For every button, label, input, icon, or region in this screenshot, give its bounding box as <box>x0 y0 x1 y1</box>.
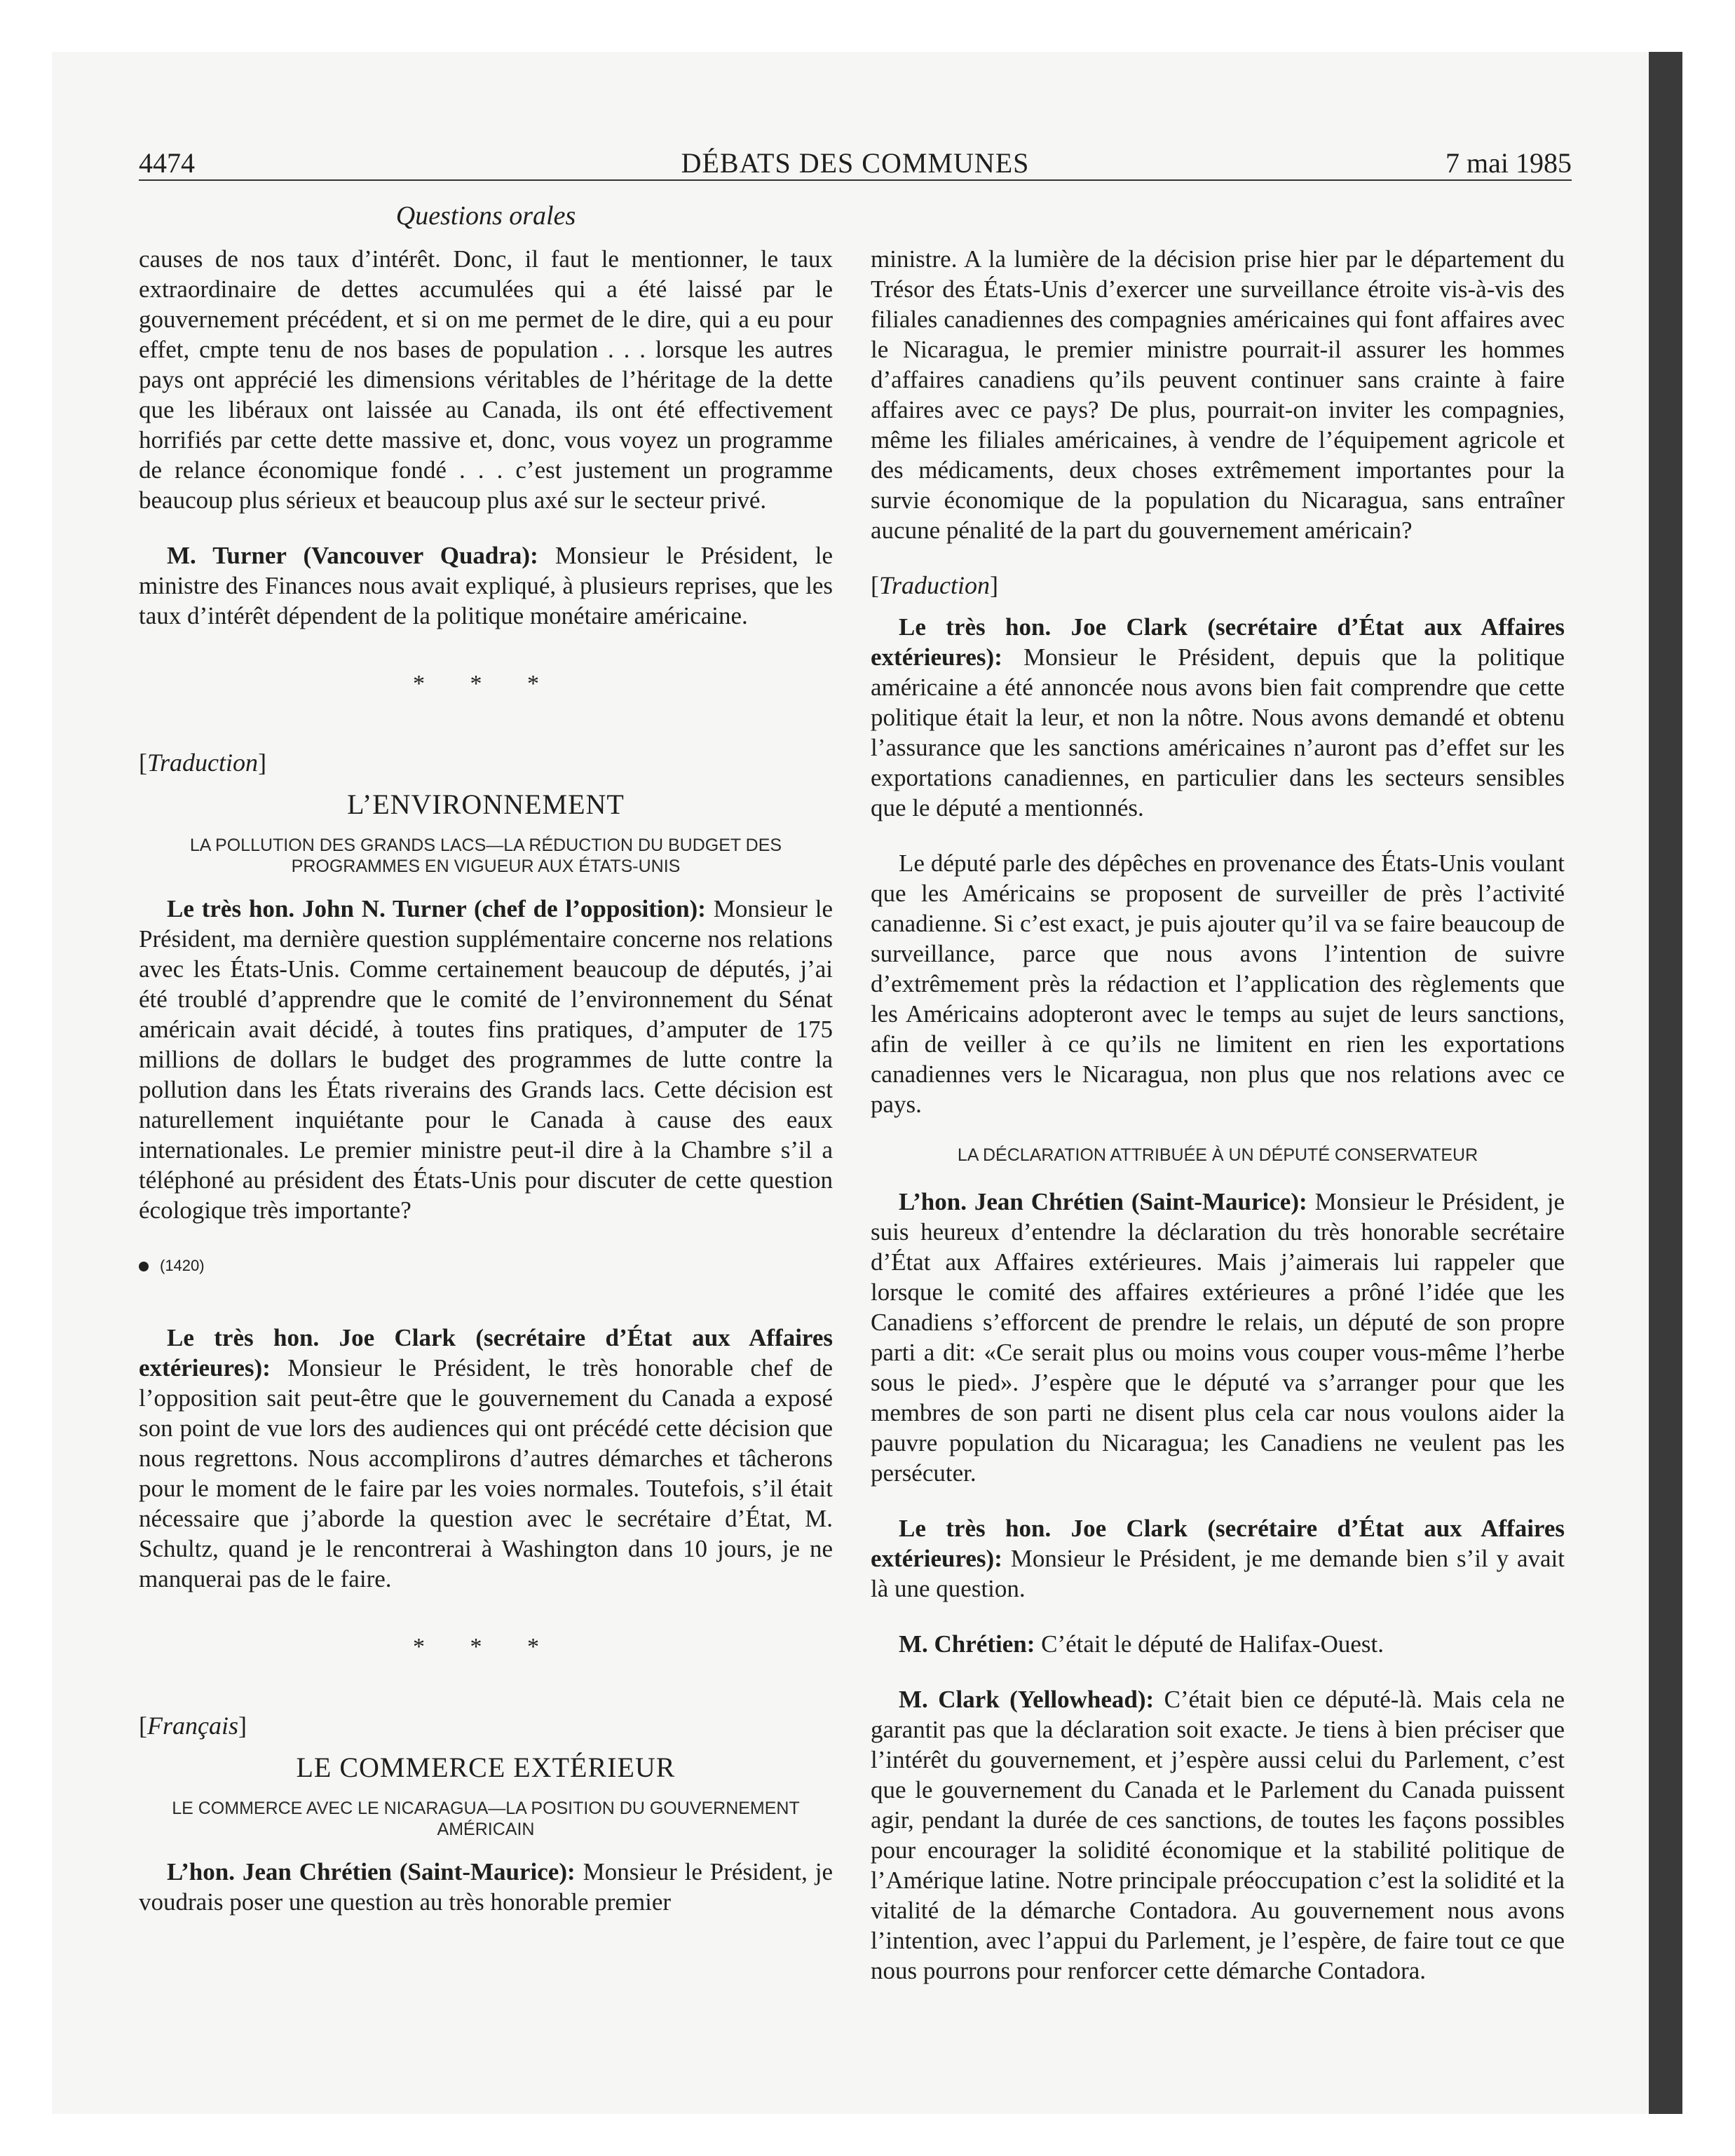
language-note: [Français] <box>139 1712 247 1740</box>
language-note: [Traduction] <box>871 571 999 599</box>
speech-text: Monsieur le Président, ma dernière question supplémentaire concerne nos relations avec les États-Unis. Comme certainement beaucoup de députés, j’ai été troublé d’apprendre que le comité de l’environnement du Sénat américain avait décidé, à toutes fins pratiques, d’amputer de 175 millions de dollars le budget des programmes de lutte contre la pollution dans les États riverains des Grands lacs. Cette décision est naturellement inquiétante pour le Canada à cause des eaux internationales. Le premier ministre peut-il dire à la Chambre s’il a téléphoné au président des États-Unis pour discuter de cette question écologique très importante? <box>139 895 834 1224</box>
speech-text: Monsieur le Président, le très honorable chef de l’opposition sait peut-être que le gouvernement du Canada a exposé son point de vue lors des audiences qui ont précédé cette décision que nous regrettons. Nous accomplirons d’autres démarches et tâcherons pour le moment de le faire par les voies normales. Toutefois, s’il était nécessaire que j’aborde la question avec le secrétaire d’État, M. Schultz, quand je le rencontrerai à Washington dans 10 jours, je ne manquerai pas de le faire. <box>139 1354 833 1592</box>
page-date: 7 mai 1985 <box>1445 147 1572 179</box>
right-column <box>871 244 1565 2011</box>
running-header <box>139 147 1572 181</box>
publication-title: DÉBATS DES COMMUNES <box>681 147 1030 179</box>
speaker: M. Turner (Vancouver Quadra): <box>167 542 538 569</box>
page-number: 4474 <box>139 147 195 179</box>
speech-text: Monsieur le Président, je suis heureux d’entendre la déclaration du très honorable secrétaire d’État aux Affaires extérieures. Mais j’aimerais lui rappeler que lorsque le comité des affaires extérieures a prôné l’idée que les Canadiens s’efforcent de prendre le relais, un député de son propre parti a dit: «Ce serait plus ou moins vous couper vous-même l’herbe sous le pied». J’espère que le député va s’arranger pour que les membres de son parti ne disent plus cela car nous voulons aider la pauvre population du Nicaragua; les Canadiens ne veulent pas les persécuter. <box>871 1188 1565 1487</box>
section-heading: L’ENVIRONNEMENT <box>347 789 625 820</box>
left-column <box>139 244 833 1942</box>
paragraph: ministre. A la lumière de la décision prise hier par le département du Trésor des États-Unis d’exercer une surveillance étroite vis-à-vis des filiales canadiennes des compagnies américaines qui font affaires avec le Nicaragua, le premier ministre pourrait-il assurer les hommes d’affaires canadiens qu’ils peuvent continuer sans crainte à faire affaires avec ce pays? De plus, pourrait-on inviter les compagnies, même les filiales américaines, à vendre de l’équipement agricole et des médicaments, deux choses extrêmement importantes pour la survie économique de la population du Nicaragua, sans entraîner aucune pénalité de la part du gouvernement américain? <box>871 245 1565 544</box>
section-separator: * * * <box>413 671 559 697</box>
speech-text: Monsieur le Président, le ministre des Finances nous avait expliqué, à plusieurs reprises, que les taux d’intérêt dépendent de la politique monétaire américaine. <box>139 542 834 629</box>
paragraph <box>139 1857 833 1917</box>
paragraph <box>871 1629 1565 1659</box>
speech-text: C’était bien ce député-là. Mais cela ne garantit pas que la déclaration soit exacte. Je tiens à bien préciser que l’intérêt du gouvernement, et j’espère aussi celui du Parlement, c’est que le gouvernement du Canada et le Parlement du Canada puissent agir, pendant la durée de ces sanctions, de toutes les façons possibles pour encourager la solidité économique et la stabilité politique de l’Amérique latine. Notre principale préoccupation c’est la solidité et la vitalité de la démarche Contadora. Au gouvernement nous avons l’intention, avec l’appui du Parlement, je l’espère, de faire tout ce que nous pourrons pour renforcer cette démarche Contadora. <box>871 1686 1565 1984</box>
paragraph <box>871 612 1565 823</box>
paragraph <box>139 540 833 631</box>
speaker: M. Clark (Yellowhead): <box>899 1686 1155 1713</box>
page-edge-shadow <box>1649 52 1682 2114</box>
paragraph <box>871 1684 1565 1986</box>
speaker: Le très hon. Joe Clark (secrétaire d’État aux Affaires extérieures): <box>871 613 1565 671</box>
section-separator: * * * <box>413 1634 559 1660</box>
section-heading: LE COMMERCE EXTÉRIEUR <box>296 1752 676 1783</box>
speaker: L’hon. Jean Chrétien (Saint-Maurice): <box>899 1188 1307 1215</box>
speech-text: Monsieur le Président, je voudrais poser une question au très honorable premier <box>139 1858 833 1916</box>
speaker: Le très hon. Joe Clark (secrétaire d’État aux Affaires extérieures): <box>871 1515 1565 1572</box>
speaker: M. Chrétien: <box>899 1630 1035 1658</box>
section-subheader: Questions orales <box>395 201 576 231</box>
paragraph: causes de nos taux d’intérêt. Donc, il faut le mentionner, le taux extraordinaire de dettes accumulées qui a été laissé par le gouvernement précédent, et si on me permet de le dire, qui a eu pour effet, cmpte tenu de nos bases de population . . . lorsque les autres pays ont apprécié les dimensions véritables de l’héritage de la dette que les libéraux ont laissée au Canada, ils ont été effectivement horrifiés par cette dette massive et, donc, vous voyez un programme de relance économique fondé . . . c’est justement un programme beaucoup plus sérieux et beaucoup plus axé sur le secteur privé. <box>139 245 833 514</box>
paragraph: Le député parle des dépêches en provenance des États-Unis voulant que les Américains se proposent de surveiller de près l’activité canadienne. Si c’est exact, je puis ajouter qu’il va se faire beaucoup de surveillance, parce que nous avons l’intention de suivre d’extrêmement près la rédaction et l’application des règlements que les Américains adopteront avec le temps au sujet de leurs sanctions, afin de veiller à ce qu’ils ne limitent en rien les exportations canadiennes vers le Nicaragua, non plus que nos relations avec ce pays. <box>871 850 1565 1118</box>
speech-text: Monsieur le Président, depuis que la politique américaine a été annoncée nous avons bien fait comprendre que cette politique était la leur, et non la nôtre. Nous avons demandé et obtenu l’assurance que les sanctions américaines n’auront pas d’effet sur les exportations canadiennes, en particulier dans les secteurs sensibles que le député a mentionnés. <box>871 643 1565 821</box>
speaker: Le très hon. Joe Clark (secrétaire d’État aux Affaires extérieures): <box>139 1324 833 1381</box>
bullet-icon <box>139 1262 149 1271</box>
speech-text: Monsieur le Président, je me demande bien s’il y avait là une question. <box>871 1545 1565 1602</box>
timestamp: (1420) <box>139 1250 833 1281</box>
paragraph <box>139 1323 833 1594</box>
paragraph <box>871 1513 1565 1604</box>
paragraph <box>139 894 833 1225</box>
speaker: Le très hon. John N. Turner (chef de l’opposition): <box>167 895 706 922</box>
speaker: L’hon. Jean Chrétien (Saint-Maurice): <box>167 1858 576 1885</box>
subject-heading: LA POLLUTION DES GRANDS LACS—LA RÉDUCTION DU BUDGET DES PROGRAMMES EN VIGUEUR AUX ÉTATS-UNIS <box>189 835 782 876</box>
paragraph <box>871 1187 1565 1488</box>
language-note: [Traduction] <box>139 749 267 777</box>
subject-heading: LA DÉCLARATION ATTRIBUÉE À UN DÉPUTÉ CONSERVATEUR <box>957 1145 1478 1165</box>
speech-text: C’était le député de Halifax-Ouest. <box>1035 1630 1384 1658</box>
subject-heading: LE COMMERCE AVEC LE NICARAGUA—LA POSITION DU GOUVERNEMENT AMÉRICAIN <box>172 1799 800 1839</box>
